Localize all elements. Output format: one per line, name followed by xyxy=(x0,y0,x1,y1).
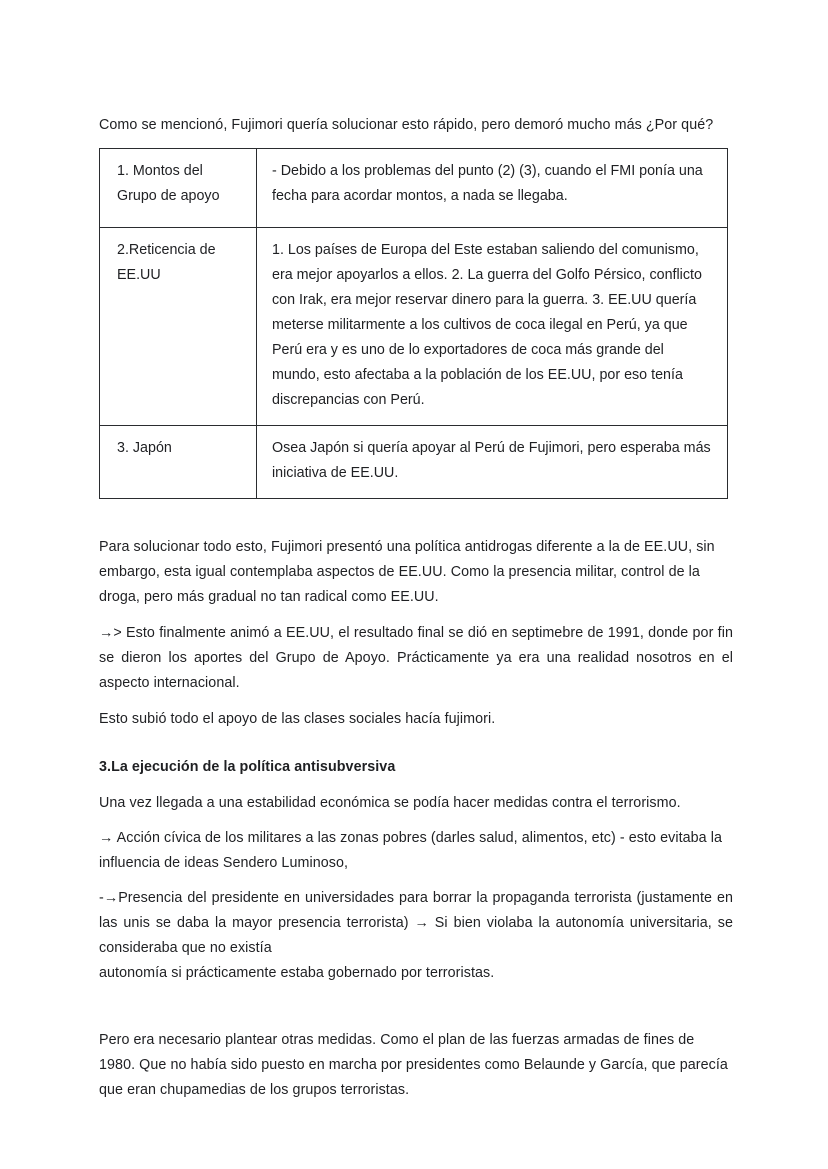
spacer xyxy=(99,696,733,707)
closing-paragraph: Pero era necesario plantear otras medidas. Como el plan de las fuerzas armadas de fines de 1980. Que no había sido puesto en marcha por presidentes como Belaunde y García, que parecía que eran chupamedias de los grupos terroristas. xyxy=(99,1032,732,1098)
table-cell-body: - Debido a los problemas del punto (2) (3), cuando el FMI ponía una fecha para acordar montos, a nada se llegaba. xyxy=(257,149,728,228)
table-cell-body: Osea Japón si quería apoyar al Perú de Fujimori, pero esperaba más iniciativa de EE.UU. xyxy=(257,426,728,499)
table-row xyxy=(100,426,728,499)
table-row xyxy=(100,228,728,426)
spacer xyxy=(99,732,733,755)
table-cell-label: 3. Japón xyxy=(100,426,257,499)
table-cell-body: 1. Los países de Europa del Este estaban saliendo del comunismo, era mejor apoyarlos a ellos. 2. La guerra del Golfo Pérsico, conflicto con Irak, era mejor reservar dinero para la guerra. 3. EE.UU quería meterse militarmente a los cultivos de coca ilegal en Perú, ya que Perú era y es uno de lo exportadores de coca más grande del mundo, esto afectaba a la población de los EE.UU, por eso tenía discrepancias con Perú. xyxy=(257,228,728,426)
spacer xyxy=(99,499,733,535)
table-row xyxy=(100,149,728,228)
universities-tail-paragraph: autonomía si prácticamente estaba gobernado por terroristas. xyxy=(99,965,495,981)
table-cell-label: 2.Reticencia de EE.UU xyxy=(100,228,257,426)
spacer xyxy=(99,876,733,886)
reasons-table-body xyxy=(100,149,728,499)
section-heading: 3.La ejecución de la política antisubversiva xyxy=(99,759,396,775)
stability-paragraph: Una vez llegada a una estabilidad económica se podía hacer medidas contra el terrorismo. xyxy=(99,795,681,811)
spacer xyxy=(99,138,733,148)
spacer xyxy=(99,816,733,826)
spacer xyxy=(99,780,733,791)
spacer xyxy=(99,986,733,1028)
support-paragraph: Esto subió todo el apoyo de las clases sociales hacía fujimori. xyxy=(99,711,496,727)
universities-paragraph: -→Presencia del presidente en universidades para borrar la propaganda terrorista (justamente en las unis se daba la mayor presencia terrorista) → Si bien violaba la autonomía universitaria, se consideraba que no existía xyxy=(99,890,738,956)
document-body xyxy=(99,113,738,1103)
spacer xyxy=(99,610,733,621)
intro-paragraph: Como se mencionó, Fujimori quería solucionar esto rápido, pero demoró mucho más ¿Por qué? xyxy=(99,117,714,133)
civic-action-paragraph: → Acción cívica de los militares a las zonas pobres (darles salud, alimentos, etc) - esto evitaba la influencia de ideas Sendero Luminoso, xyxy=(99,830,727,871)
table-cell-label: 1. Montos del Grupo de apoyo xyxy=(100,149,257,228)
reasons-table xyxy=(99,148,728,499)
result-paragraph: →> Esto finalmente animó a EE.UU, el resultado final se dió en septimebre de 1991, donde por fin se dieron los aportes del Grupo de Apoyo. Prácticamente ya era una realidad nosotros en el aspecto internacional. xyxy=(99,625,738,691)
policy-paragraph: Para solucionar todo esto, Fujimori presentó una política antidrogas diferente a la de EE.UU, sin embargo, esta igual contemplaba aspectos de EE.UU. Como la presencia militar, control de la droga, pero más gradual no tan radical como EE.UU. xyxy=(99,539,719,605)
